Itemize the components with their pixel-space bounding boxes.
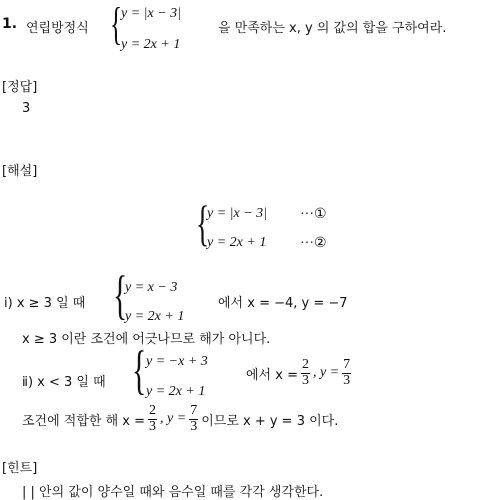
problem-eq2: y = 2x + 1: [121, 37, 181, 52]
case1-brace: {: [113, 265, 128, 325]
final-x-denominator: 3: [149, 418, 157, 434]
system-eq1-mark: ···①: [300, 207, 327, 222]
answer-value: 3: [22, 101, 31, 116]
answer-heading: [정답]: [2, 80, 38, 95]
case2-x-numerator: 2: [301, 357, 309, 372]
problem-eq1: y = |x − 3|: [121, 6, 182, 21]
case2-y-fraction: [342, 358, 351, 388]
system-eq2: y = 2x + 1: [207, 235, 267, 250]
case1-label: ⅰ) x ≥ 3 일 때: [4, 296, 86, 311]
system-eq2-mark: ···②: [300, 236, 327, 251]
final-y-fraction: [189, 404, 198, 434]
case2-y-prefix: , y =: [312, 365, 340, 381]
case2-y-denominator: 3: [343, 372, 351, 388]
final-y-numerator: 7: [190, 403, 198, 418]
final-y-denominator: 3: [190, 418, 198, 434]
case2-brace: {: [132, 340, 147, 400]
case1-result: 에서 x = −4, y = −7: [218, 296, 348, 311]
case1-note: x ≥ 3 이란 조건에 어긋나므로 해가 아니다.: [22, 332, 271, 347]
problem-text-after: 을 만족하는 x, y 의 값의 합을 구하여라.: [218, 21, 447, 36]
case2-x-denominator: 3: [301, 372, 309, 388]
system-eq1: y = |x − 3|: [207, 206, 268, 221]
final-prefix: 조건에 적합한 해 x =: [22, 413, 146, 429]
final-y-prefix: , y =: [160, 411, 187, 427]
case2-result: [246, 358, 351, 388]
final-x-fraction: [148, 404, 157, 434]
case2-x-fraction: [301, 358, 310, 388]
final-suffix: 이므로 x + y = 3 이다.: [201, 413, 339, 429]
case2-eq2: y = 2x + 1: [146, 384, 206, 399]
case2-y-numerator: 7: [343, 357, 351, 372]
case1-eq1: y = x − 3: [125, 280, 178, 295]
final-x-numerator: 2: [149, 403, 157, 418]
problem-text-before: 연립방정식: [26, 21, 89, 36]
problem-brace: {: [110, 0, 123, 49]
case1-eq2: y = 2x + 1: [125, 309, 185, 324]
final-conclusion: [22, 404, 338, 434]
hint-text: | | 안의 값이 양수일 때와 음수일 때를 각각 생각한다.: [22, 485, 324, 500]
system-brace: {: [196, 195, 210, 251]
problem-number: 1.: [2, 16, 18, 32]
case2-result-prefix: 에서 x =: [246, 367, 298, 383]
hint-heading: [힌트]: [2, 461, 38, 476]
case2-label: ⅱ) x < 3 일 때: [22, 375, 106, 390]
case2-eq1: y = −x + 3: [146, 354, 208, 369]
solution-heading: [해설]: [2, 164, 38, 179]
